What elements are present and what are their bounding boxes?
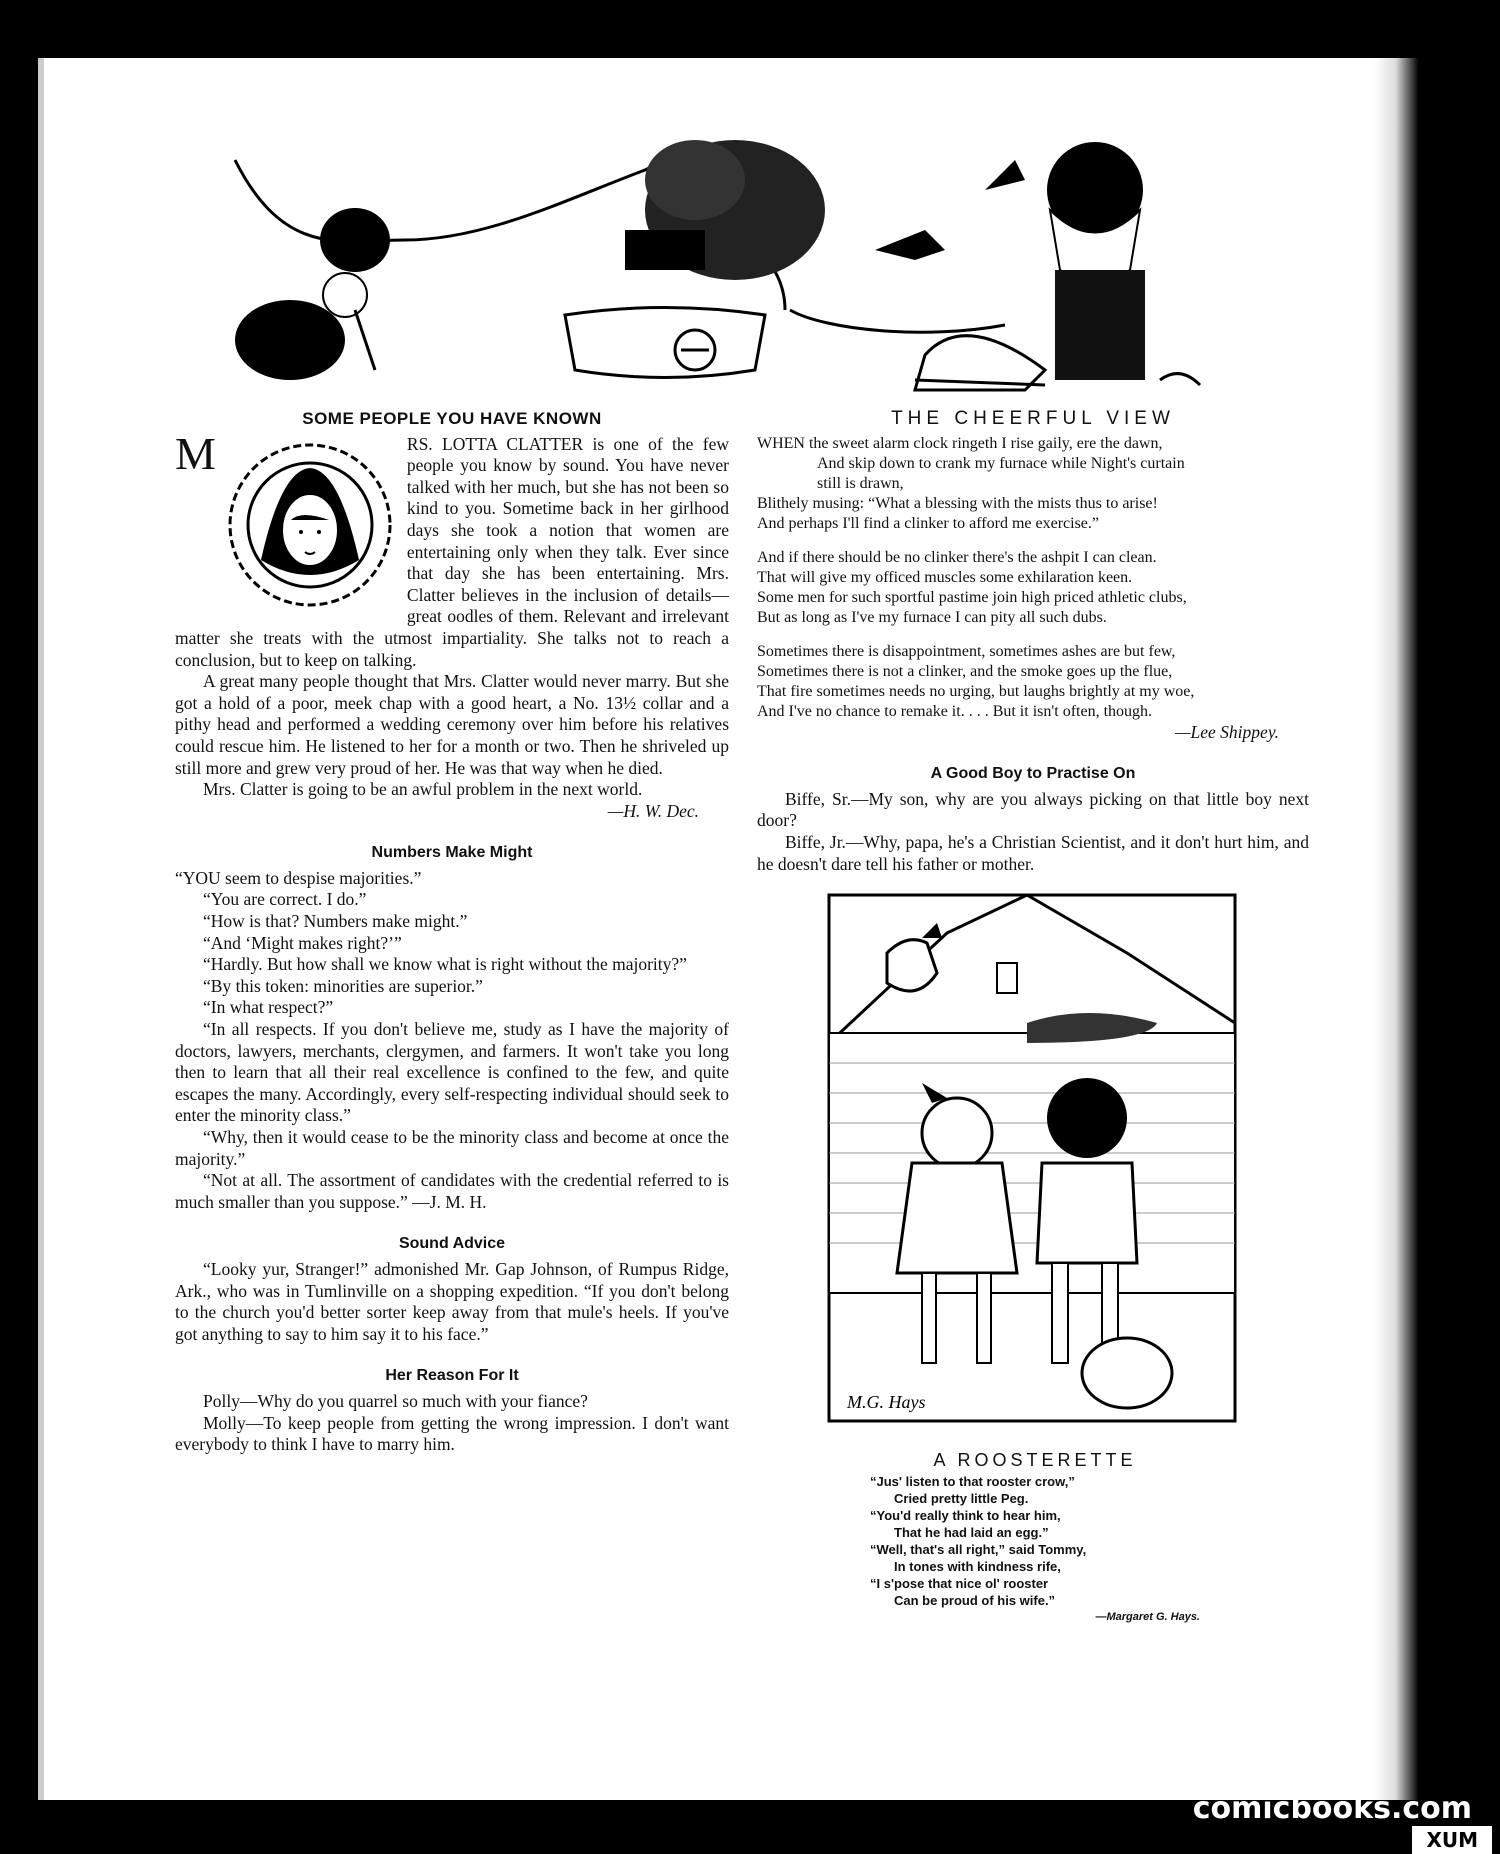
caption-title: A ROOSTERETTE — [933, 1450, 1137, 1470]
stanza-break — [757, 534, 1309, 548]
article-paragraph: Mrs. Clatter is going to be an awful problem in the next world. — [203, 779, 643, 800]
verse-line: “You'd really think to hear him, — [870, 1508, 1061, 1523]
page-edge — [38, 58, 44, 1800]
verse-line: “Well, that's all right,” said Tommy, — [870, 1542, 1087, 1557]
article-paragraph: “Looky yur, Stranger!” admonished Mr. Gap Johnson, of Rumpus Ridge, Ark., who was in Tumlinville on a shopping expedition. “If you don't belong to the church you'd better sorter keep away from that mule's heels. If you've got anything to say to him say it to his face.” — [175, 1258, 729, 1344]
portrait-illustration — [221, 440, 399, 610]
dialogue-line: “Why, then it would cease to be the minority class and become at once the majority.” — [175, 1127, 729, 1169]
left-column — [175, 408, 729, 1456]
author-signature: —H. W. Dec. — [607, 800, 699, 821]
right-column — [757, 408, 1309, 875]
dialogue-line: Biffe, Jr.—Why, papa, he's a Christian Scientist, and it don't hurt him, and he doesn't dare tell his father or mother. — [757, 831, 1309, 874]
poem-line: But as long as I've my furnace I can pity all such dubs. — [757, 608, 1107, 626]
dialogue-line: “And ‘Might makes right?’” — [203, 932, 402, 953]
watermark-badge: XUM — [1412, 1826, 1492, 1854]
article-title: Numbers Make Might — [371, 844, 533, 862]
stanza-break — [757, 628, 1309, 642]
article-title: A Good Boy to Practise On — [930, 765, 1136, 783]
poem-line: And I've no chance to remake it. . . . But it isn't often, though. — [757, 702, 1153, 720]
dialogue-line: “By this token: minorities are superior.” — [203, 975, 483, 996]
poem-line: Sometimes there is not a clinker, and the smoke goes up the flue, — [757, 662, 1173, 680]
caption-signature: —Margaret G. Hays. — [1095, 1611, 1200, 1623]
article-paragraph: A great many people thought that Mrs. Clatter would never marry. But she got a hold of a poor, meek chap with a good heart, a No. 13½ collar and a pithy head and performed a wedding ceremony over him before his relatives could rescue him. He listened to her for a month or two. Then he shriveled up still more and grew very proud of her. He was that way when he died. — [175, 671, 729, 778]
caption-verse — [870, 1473, 1200, 1609]
poem — [757, 434, 1309, 722]
dialogue-line: “Not at all. The assortment of candidates with the credential referred to is much smaller than you suppose.” —J. M. H. — [175, 1170, 729, 1212]
drop-cap: M — [175, 427, 216, 479]
article-title: Sound Advice — [398, 1235, 506, 1253]
verse-line: Cried pretty little Peg. — [894, 1491, 1029, 1506]
poem-line: still is drawn, — [817, 474, 904, 492]
article-paragraph: RS. LOTTA CLATTER is one of the few people you know by sound. You have never talked with her much, but she has not been so kind to you. Sometime back in her girlhood days she took a notion that women are entertaining only when they talk. Ever since that day she has been entertaining. Mrs. Clatter believes in the inclusion of details—great oodles of them. Relevant and irrelevant matter she treats with the utmost impartiality. She talks not to reach a conclusion, but to keep on talking. — [175, 433, 729, 670]
dialogue-line: Biffe, Sr.—My son, why are you always picking on that little boy next door? — [757, 788, 1309, 831]
cartoon-caption — [870, 1452, 1200, 1626]
poem-line: That fire sometimes needs no urging, but laughs brightly at my woe, — [757, 682, 1195, 700]
poem-line: Sometimes there is disappointment, sometimes ashes are but few, — [757, 642, 1176, 660]
poem-line: Blithely musing: “What a blessing with the mists thus to arise! — [757, 494, 1158, 512]
verse-line: “Jus' listen to that rooster crow,” — [870, 1474, 1075, 1489]
artist-signature: M.G. Hays — [847, 1392, 926, 1412]
dialogue-line: “In what respect?” — [203, 997, 334, 1018]
poem-line: And skip down to crank my furnace while Night's curtain — [817, 454, 1185, 472]
author-signature: —Lee Shippey. — [1174, 721, 1279, 742]
article-title: Her Reason For It — [385, 1367, 519, 1385]
dialogue-line: “You are correct. I do.” — [203, 889, 367, 910]
poem-line: WHEN the sweet alarm clock ringeth I rise gaily, ere the dawn, — [757, 434, 1163, 452]
verse-line: In tones with kindness rife, — [894, 1559, 1061, 1574]
verse-line: Can be proud of his wife.” — [894, 1593, 1056, 1608]
header-illustration — [225, 100, 1245, 410]
dialogue-line: Molly—To keep people from getting the wrong impression. I don't want everybody to think I have to marry him. — [175, 1412, 729, 1455]
dialogue-line: Polly—Why do you quarrel so much with your fiance? — [203, 1390, 588, 1411]
poem-title: THE CHEERFUL VIEW — [891, 408, 1175, 429]
poem-line: That will give my officed muscles some exhilaration keen. — [757, 568, 1133, 586]
cartoon-illustration — [827, 893, 1237, 1423]
dialogue-block — [175, 868, 729, 1214]
article-title: SOME PEOPLE YOU HAVE KNOWN — [302, 409, 602, 428]
poem-line: Some men for such sportful pastime join high priced athletic clubs, — [757, 588, 1187, 606]
poem-line: And if there should be no clinker there's the ashpit I can clean. — [757, 548, 1157, 566]
dialogue-line: “YOU seem to despise majorities.” — [175, 867, 422, 888]
poem-line: And perhaps I'll find a clinker to afford me exercise.” — [757, 514, 1100, 532]
dialogue-line: “How is that? Numbers make might.” — [203, 911, 468, 932]
dialogue-line: “Hardly. But how shall we know what is right without the majority?” — [203, 954, 687, 975]
verse-line: “I s'pose that nice ol' rooster — [870, 1576, 1049, 1591]
verse-line: That he had laid an egg.” — [894, 1525, 1049, 1540]
dialogue-line: “In all respects. If you don't believe me, study as I have the majority of doctors, lawyers, merchants, clergymen, and farmers. It won't take you long then to learn that all their real excellence is confined to the few, and quite escapes the many. Accordingly, every self-respecting individual should seek to enter the minority class.” — [175, 1019, 729, 1126]
book-spine — [1374, 58, 1446, 1800]
watermark-site: comicbooks.com — [1192, 1791, 1472, 1826]
